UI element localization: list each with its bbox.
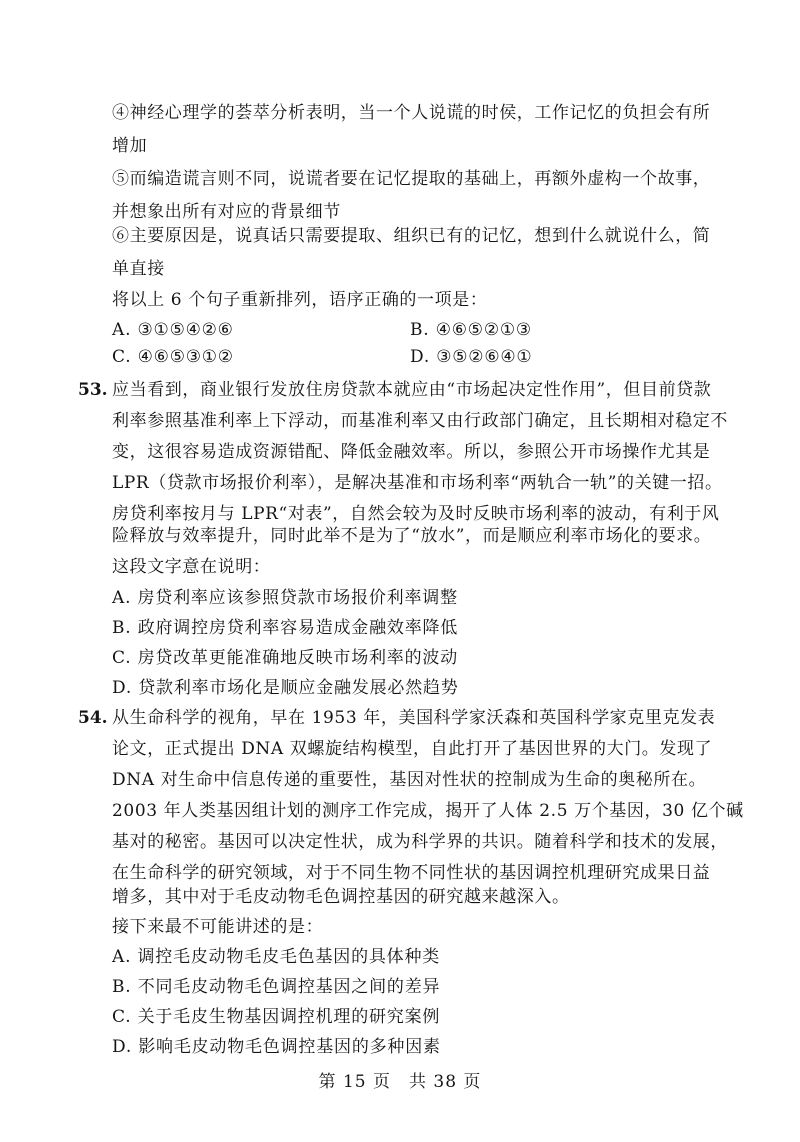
q54-passage-line: 2003 年人类基因组计划的测序工作完成，揭开了人体 2.5 万个基因，30 亿个碱 <box>112 801 744 821</box>
q52-sentence-5-cont: 并想象出所有对应的背景细节 <box>112 202 341 222</box>
q52-option-c[interactable]: C. ④⑥⑤③①② <box>112 347 234 367</box>
q53-passage-line: 利率参照基准利率上下浮动，而基准利率又由行政部门确定，且长期相对稳定不 <box>112 411 728 431</box>
q54-passage-line: DNA 对生命中信息传递的重要性，基因对性状的控制成为生命的奥秘所在。 <box>112 770 707 790</box>
q52-sentence-4-cont: 增加 <box>112 136 148 156</box>
q53-passage-line: 应当看到，商业银行发放住房贷款本就应由“市场起决定性作用”，但目前贷款 <box>112 380 712 400</box>
q52-option-a[interactable]: A. ③①⑤④②⑥ <box>112 320 234 340</box>
q53-passage-line: 险释放与效率提升，同时此举不是为了“放水”，而是顺应利率市场化的要求。 <box>112 526 712 546</box>
q54-passage-line: 从生命科学的视角，早在 1953 年，美国科学家沃森和英国科学家克里克发表 <box>112 708 716 728</box>
q54-passage-line: 基对的秘密。基因可以决定性状，成为科学界的共识。随着科学和技术的发展， <box>112 832 728 852</box>
q54-option-d[interactable]: D. 影响毛皮动物毛色调控基因的多种因素 <box>112 1037 441 1057</box>
q54-option-b[interactable]: B. 不同毛皮动物毛色调控基因之间的差异 <box>112 977 441 997</box>
page-number-footer: 第 15 页 共 38 页 <box>318 1072 482 1092</box>
q53-number: 53. <box>78 380 108 400</box>
q54-passage-line: 论文，正式提出 DNA 双螺旋结构模型，自此打开了基因世界的大门。发现了 <box>112 739 713 759</box>
q52-sentence-6: ⑥主要原因是，说真话只需要提取、组织已有的记忆，想到什么就说什么，简 <box>112 226 711 246</box>
q53-passage-line: 变，这很容易造成资源错配、降低金融效率。所以，参照公开市场操作尤其是 <box>112 442 711 462</box>
q52-sentence-4: ④神经心理学的荟萃分析表明，当一个人说谎的时侯，工作记忆的负担会有所 <box>112 103 711 123</box>
q54-passage-line: 增多，其中对于毛皮动物毛色调控基因的研究越来越深入。 <box>112 887 570 907</box>
q52-option-d[interactable]: D. ③⑤②⑥④① <box>410 347 533 367</box>
q53-prompt: 这段文字意在说明： <box>112 557 271 577</box>
q54-option-a[interactable]: A. 调控毛皮动物毛皮毛色基因的具体种类 <box>112 947 441 967</box>
q53-option-a[interactable]: A. 房贷利率应该参照贷款市场报价利率调整 <box>112 588 458 608</box>
q54-prompt: 接下来最不可能讲述的是： <box>112 917 324 937</box>
q52-option-b[interactable]: B. ④⑥⑤②①③ <box>410 320 532 340</box>
q53-option-c[interactable]: C. 房贷改革更能准确地反映市场利率的波动 <box>112 648 459 668</box>
q52-sentence-5: ⑤而编造谎言则不同，说谎者要在记忆提取的基础上，再额外虚构一个故事， <box>112 169 711 189</box>
q54-number: 54. <box>78 708 108 728</box>
q53-option-b[interactable]: B. 政府调控房贷利率容易造成金融效率降低 <box>112 618 459 638</box>
q54-option-c[interactable]: C. 关于毛皮生物基因调控机理的研究案例 <box>112 1007 441 1027</box>
q54-passage-line: 在生命科学的研究领域，对于不同生物不同性状的基因调控机理研究成果日益 <box>112 863 711 883</box>
q53-option-d[interactable]: D. 贷款利率市场化是顺应金融发展必然趋势 <box>112 678 459 698</box>
q53-passage-line: LPR（贷款市场报价利率），是解决基准和市场利率“两轨合一轨”的关键一招。 <box>112 473 723 493</box>
q53-passage-line: 房贷利率按月与 LPR“对表”，自然会较为及时反映市场利率的波动，有利于风 <box>112 504 720 524</box>
q52-sentence-6-cont: 单直接 <box>112 259 165 279</box>
q52-prompt: 将以上 6 个句子重新排列，语序正确的一项是： <box>112 290 488 310</box>
